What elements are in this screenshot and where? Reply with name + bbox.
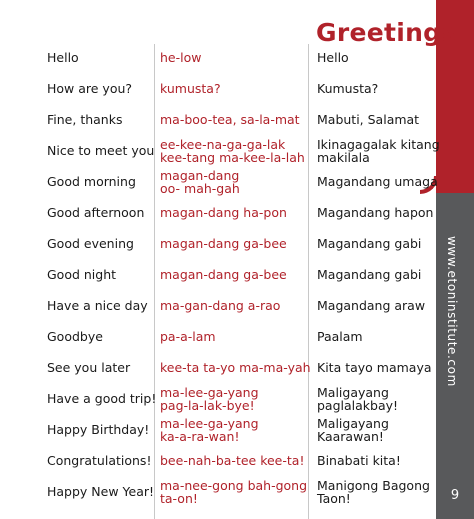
english-phrase-line: Have a good trip! <box>47 391 157 406</box>
english-phrase-cell <box>47 321 103 352</box>
tagalog-phrase-cell <box>317 352 432 383</box>
phrase-row <box>0 383 436 414</box>
english-phrase-cell <box>47 414 149 445</box>
pronunciation-line: kee-tang ma-kee-la-lah <box>160 149 305 165</box>
english-phrase-line: See you later <box>47 360 131 375</box>
english-phrase-cell <box>47 228 134 259</box>
tagalog-phrase-line: Magandang araw <box>317 298 426 313</box>
pronunciation-line: magan-dang <box>160 167 240 183</box>
english-phrase-line: Hello <box>47 50 79 65</box>
tagalog-phrase-line: Ikinagagalak kitang <box>317 136 440 152</box>
pronunciation-line: ta-on! <box>160 490 198 506</box>
tagalog-phrase-line: Manigong Bagong <box>317 477 430 493</box>
english-phrase-cell <box>47 352 130 383</box>
english-phrase-cell <box>47 135 154 166</box>
english-phrase-line: Good morning <box>47 174 136 189</box>
english-phrase-cell <box>47 104 122 135</box>
tagalog-phrase-line: Taon! <box>317 490 351 506</box>
phrase-row <box>0 290 436 321</box>
tagalog-phrase-cell <box>317 73 378 104</box>
pronunciation-cell <box>160 383 259 414</box>
pronunciation-cell <box>160 73 221 104</box>
english-phrase-cell <box>47 197 144 228</box>
pronunciation-line: bee-nah-ba-tee kee-ta! <box>160 453 305 468</box>
pronunciation-line: magan-dang ga-bee <box>160 236 287 251</box>
english-phrase-line: Happy Birthday! <box>47 422 150 437</box>
pronunciation-cell <box>160 228 287 259</box>
pronunciation-line: pag-la-lak-bye! <box>160 397 255 413</box>
english-phrase-cell <box>47 259 116 290</box>
english-phrase-line: Have a nice day <box>47 298 148 313</box>
tagalog-phrase-line: Maligayang <box>317 384 389 400</box>
tagalog-phrase-cell <box>317 476 430 507</box>
pronunciation-line: oo- mah-gah <box>160 180 240 196</box>
pronunciation-cell <box>160 135 305 166</box>
tagalog-phrase-line: Hello <box>317 50 349 65</box>
pronunciation-cell <box>160 290 280 321</box>
phrase-row <box>0 166 436 197</box>
english-phrase-cell <box>47 166 136 197</box>
tagalog-phrase-cell <box>317 445 401 476</box>
phrase-row <box>0 42 436 73</box>
english-phrase-line: Nice to meet you <box>47 143 155 158</box>
tagalog-phrase-line: paglalakbay! <box>317 397 399 413</box>
tagalog-phrase-line: Kumusta? <box>317 81 379 96</box>
phrase-row <box>0 321 436 352</box>
tagalog-phrase-line: Paalam <box>317 329 363 344</box>
english-phrase-line: Good afternoon <box>47 205 145 220</box>
english-phrase-line: Good night <box>47 267 117 282</box>
english-phrase-line: Good evening <box>47 236 134 251</box>
tagalog-phrase-line: Magandang gabi <box>317 236 422 251</box>
pronunciation-line: kee-ta ta-yo ma-ma-yah <box>160 360 311 375</box>
pronunciation-line: pa-a-lam <box>160 329 216 344</box>
english-phrase-line: Congratulations! <box>47 453 152 468</box>
pronunciation-cell <box>160 445 304 476</box>
english-phrase-line: How are you? <box>47 81 133 96</box>
tagalog-phrase-line: Magandang hapon <box>317 205 434 220</box>
pronunciation-line: ma-lee-ga-yang <box>160 415 259 431</box>
pronunciation-cell <box>160 166 240 197</box>
tagalog-phrase-line: Magandang umaga <box>317 174 438 189</box>
pronunciation-line: ma-lee-ga-yang <box>160 384 259 400</box>
pronunciation-line: ma-gan-dang a-rao <box>160 298 281 313</box>
phrase-row <box>0 445 436 476</box>
tagalog-phrase-cell <box>317 197 433 228</box>
phrase-row <box>0 414 436 445</box>
pronunciation-cell <box>160 352 311 383</box>
pronunciation-line: magan-dang ga-bee <box>160 267 287 282</box>
tagalog-phrase-line: Mabuti, Salamat <box>317 112 420 127</box>
english-phrase-cell <box>47 383 156 414</box>
phrase-row <box>0 228 436 259</box>
tagalog-phrase-line: Kaarawan! <box>317 428 384 444</box>
english-phrase-cell <box>47 445 151 476</box>
english-phrase-cell <box>47 476 154 507</box>
page-title: Greetings <box>316 18 457 47</box>
tagalog-phrase-cell <box>317 228 421 259</box>
pronunciation-cell <box>160 42 201 73</box>
english-phrase-cell <box>47 73 132 104</box>
tagalog-phrase-line: Maligayang <box>317 415 389 431</box>
website-url: www.etoninstitute.com <box>445 236 459 387</box>
tagalog-phrase-cell <box>317 259 421 290</box>
phrase-row <box>0 104 436 135</box>
phrase-row <box>0 73 436 104</box>
english-phrase-line: Fine, thanks <box>47 112 123 127</box>
tagalog-phrase-line: Kita tayo mamaya <box>317 360 432 375</box>
pronunciation-line: ma-boo-tea, sa-la-mat <box>160 112 300 127</box>
tagalog-phrase-cell <box>317 42 349 73</box>
pronunciation-line: he-low <box>160 50 202 65</box>
tagalog-phrase-line: Magandang gabi <box>317 267 422 282</box>
tagalog-phrase-cell <box>317 104 419 135</box>
pronunciation-line: ee-kee-na-ga-ga-lak <box>160 136 286 152</box>
pronunciation-line: kumusta? <box>160 81 221 96</box>
tagalog-phrase-line: makilala <box>317 149 370 165</box>
pronunciation-cell <box>160 104 300 135</box>
tagalog-phrase-cell <box>317 414 389 445</box>
pronunciation-cell <box>160 259 287 290</box>
english-phrase-line: Goodbye <box>47 329 103 344</box>
phrase-row <box>0 197 436 228</box>
tagalog-phrase-cell <box>317 166 438 197</box>
english-phrase-cell <box>47 42 79 73</box>
phrase-row <box>0 135 440 166</box>
phrase-row <box>0 259 436 290</box>
phrase-row <box>0 476 436 507</box>
pronunciation-line: ma-nee-gong bah-gong <box>160 477 308 493</box>
tagalog-phrase-cell <box>317 383 398 414</box>
pronunciation-cell <box>160 476 307 507</box>
tagalog-phrase-cell <box>317 135 440 166</box>
pronunciation-line: magan-dang ha-pon <box>160 205 287 220</box>
pronunciation-line: ka-a-ra-wan! <box>160 428 240 444</box>
phrase-row <box>0 352 436 383</box>
english-phrase-cell <box>47 290 148 321</box>
tagalog-phrase-cell <box>317 321 363 352</box>
english-phrase-line: Happy New Year! <box>47 484 155 499</box>
pronunciation-cell <box>160 197 287 228</box>
tagalog-phrase-cell <box>317 290 425 321</box>
page-number: 9 <box>450 488 460 503</box>
pronunciation-cell <box>160 321 216 352</box>
pronunciation-cell <box>160 414 259 445</box>
tagalog-phrase-line: Binabati kita! <box>317 453 401 468</box>
